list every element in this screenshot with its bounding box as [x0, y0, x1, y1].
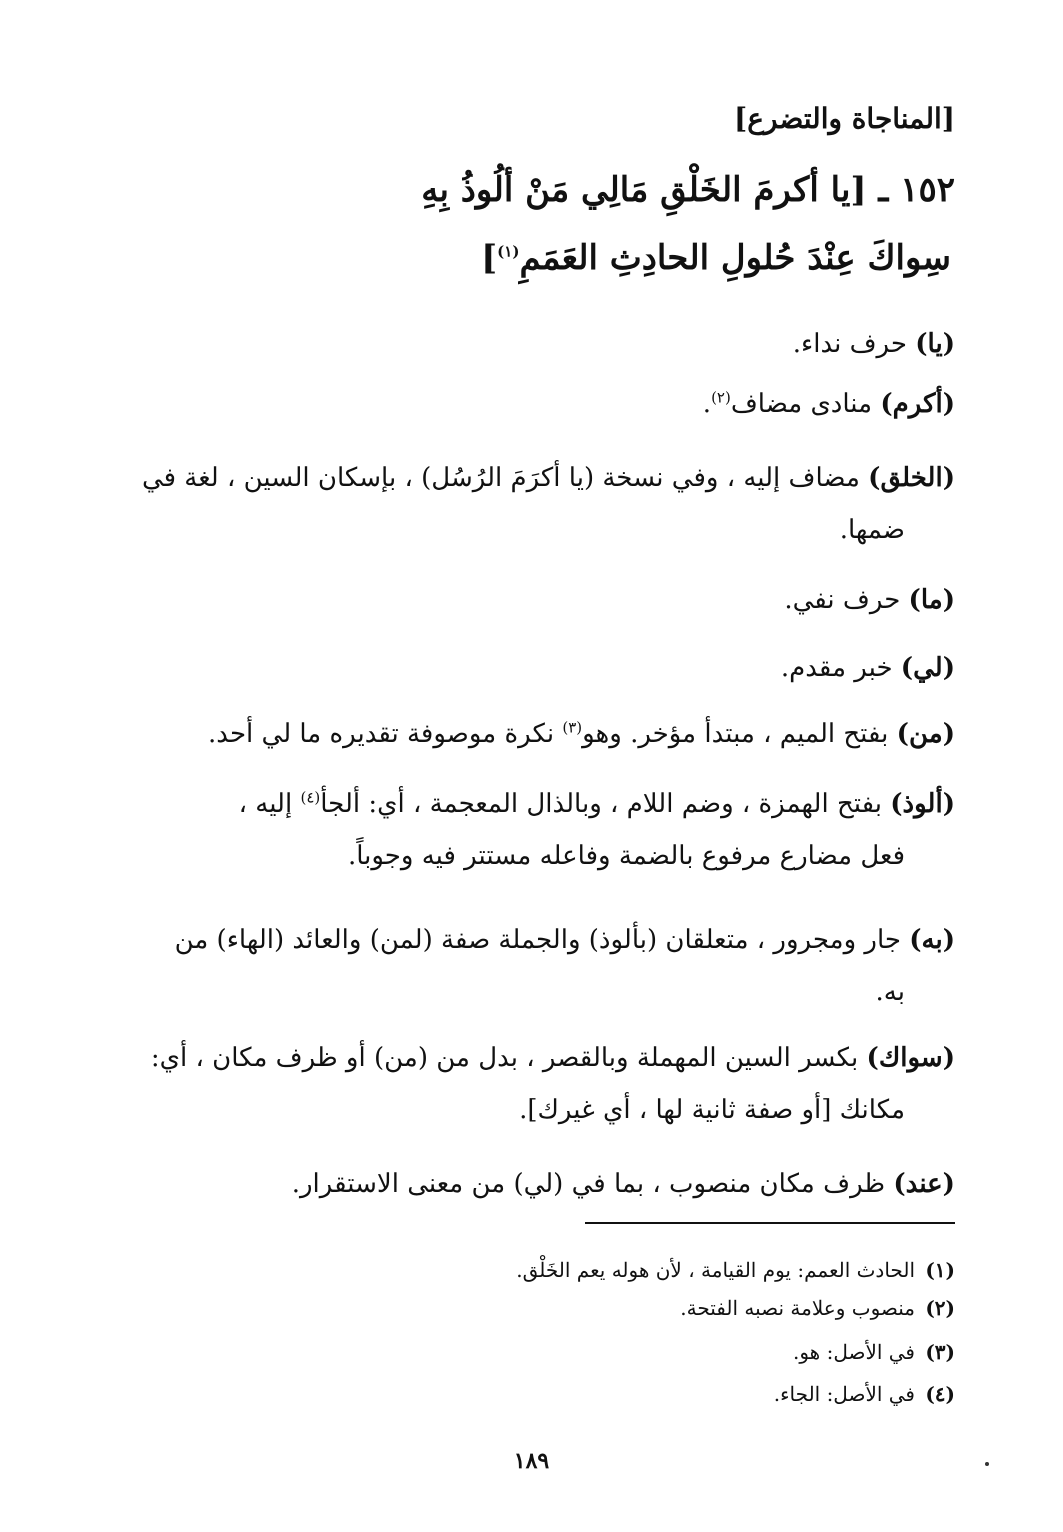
footnote-number: (١): [925, 1258, 955, 1282]
footnote-number: (٣): [925, 1340, 955, 1364]
footnote-2: [300, 1296, 955, 1320]
gloss-ma: [110, 574, 955, 626]
gloss-head: (ما): [908, 585, 955, 615]
footnote-ref-4: (٤): [300, 788, 321, 807]
gloss-text: خبر مقدم.: [780, 653, 901, 683]
gloss-continuation: فعل مضارع مرفوع بالضمة وفاعله مستتر فيه وجوباً.: [347, 841, 905, 871]
gloss-head: (من): [896, 719, 955, 749]
gloss-khalq: [110, 452, 955, 556]
gloss-ya: [110, 318, 955, 370]
gloss-text: ظرف مكان منصوب ، بما في (لي) من معنى الاستقرار.: [291, 1169, 894, 1199]
gloss-bihi: [110, 914, 955, 1018]
footnote-number: (٤): [925, 1382, 955, 1406]
footnote-text: الحادث العمم: يوم القيامة ، لأن هوله يعم الخَلْق.: [516, 1258, 915, 1282]
gloss-man: [110, 708, 955, 760]
gloss-text: بفتح الميم ، مبتدأ مؤخر. وهو: [582, 719, 897, 749]
footnote-ref-1: (١): [497, 242, 520, 261]
footnote-text: في الأصل: الجاء.: [773, 1382, 915, 1406]
footnote-number: (٢): [925, 1296, 955, 1320]
gloss-text: حرف نفي.: [784, 585, 909, 615]
gloss-continuation: ضمها.: [839, 515, 905, 545]
gloss-text: جار ومجرور ، متعلقان (بألوذ) والجملة صفة (لمن) والعائد (الهاء) من: [174, 925, 910, 955]
footnote-ref-2: (٢): [711, 388, 731, 407]
page-number: ١٨٩: [513, 1448, 550, 1474]
gloss-text: منادى مضاف: [730, 389, 881, 419]
gloss-head: (لي): [900, 653, 955, 683]
gloss-head: (به): [909, 925, 955, 955]
gloss-head: (يا): [915, 329, 955, 359]
gloss-aludhu: [110, 778, 955, 882]
verse-line-2: [108, 238, 951, 278]
scan-speck: [985, 1462, 989, 1466]
gloss-head: (عند): [893, 1169, 955, 1199]
gloss-siwaka: [110, 1032, 955, 1136]
footnote-3: [300, 1340, 955, 1364]
verse-line-2-text: سِواكَ عِنْدَ حُلولِ الحادِثِ العَمَمِ: [519, 238, 951, 278]
gloss-head: (الخلق): [868, 463, 955, 493]
gloss-text: بكسر السين المهملة وبالقصر ، بدل من (من) أو ظرف مكان ، أي:: [150, 1043, 867, 1073]
gloss-text-after: إليه ،: [238, 789, 301, 819]
gloss-akram: [110, 378, 955, 430]
verse-line-1: ١٥٢ ـ [يا أكرمَ الخَلْقِ مَالِي مَنْ ألُوذُ بِهِ: [421, 170, 955, 210]
footnote-text: منصوب وعلامة نصبه الفتحة.: [680, 1296, 915, 1320]
gloss-text-after: .: [702, 389, 712, 419]
gloss-text: بفتح الهمزة ، وضم اللام ، وبالذال المعجمة ، أي: ألجأ: [320, 789, 891, 819]
verse-line-2-bracket: ]: [481, 238, 498, 278]
gloss-li: [110, 642, 955, 694]
gloss-text: حرف نداء.: [792, 329, 916, 359]
gloss-text-after: نكرة موصوفة تقديره ما لي أحد.: [208, 719, 563, 749]
footnote-text: في الأصل: هو.: [792, 1340, 915, 1364]
gloss-head: (سواك): [866, 1043, 955, 1073]
footnote-separator: [585, 1222, 955, 1224]
footnote-1: [300, 1258, 955, 1282]
gloss-text: مضاف إليه ، وفي نسخة (يا أكرَمَ الرُسُل) ، بإسكان السين ، لغة في: [141, 463, 869, 493]
section-title: [المناجاة والتضرع]: [734, 102, 955, 135]
gloss-head: (ألوذ): [890, 789, 955, 819]
gloss-inda: [110, 1158, 955, 1210]
gloss-continuation: به.: [875, 977, 905, 1007]
gloss-head: (أكرم): [880, 389, 955, 419]
footnote-ref-3: (٣): [562, 718, 583, 737]
gloss-continuation: مكانك [أو صفة ثانية لها ، أي غيرك].: [519, 1095, 905, 1125]
footnote-4: [300, 1382, 955, 1406]
